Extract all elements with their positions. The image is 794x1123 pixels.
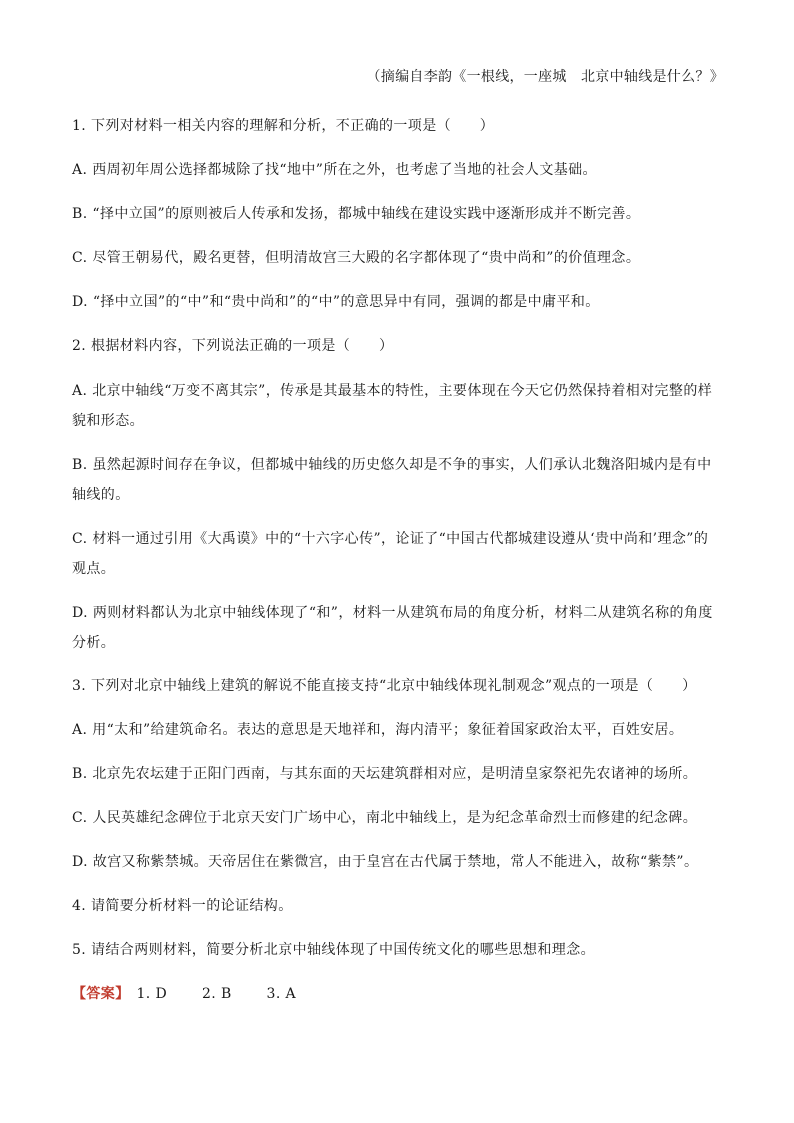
question-3-stem: 3. 下列对北京中轴线上建筑的解说不能直接支持“北京中轴线体现礼制观念”观点的一项是（ ） xyxy=(72,678,697,694)
answer-item: 2. B xyxy=(201,986,232,1002)
question-2-option-c: C. 材料一通过引用《大禹谟》中的“十六字心传”，论证了“中国古代都城建设遵从‘贵中尚和’理念”的观点。 xyxy=(72,531,709,577)
question-5-stem: 5. 请结合两则材料，简要分析北京中轴线体现了中国传统文化的哪些思想和理念。 xyxy=(72,942,596,958)
question-1-stem: 1. 下列对材料一相关内容的理解和分析，不正确的一项是（ ） xyxy=(72,118,495,134)
question-2-option-d: D. 两则材料都认为北京中轴线体现了“和”，材料一从建筑布局的角度分析，材料二从建筑名称的角度分析。 xyxy=(72,605,713,651)
answer-item: 1. D xyxy=(136,986,168,1002)
question-3-option-a: A. 用“太和”给建筑命名。表达的意思是天地祥和，海内清平；象征着国家政治太平，百姓安居。 xyxy=(72,722,684,738)
question-1-option-d: D. “择中立国”的“中”和“贵中尚和”的“中”的意思异中有同，强调的都是中庸平和。 xyxy=(72,294,600,310)
question-3-option-d: D. 故宫又称紫禁城。天帝居住在紫微宫，由于皇宫在古代属于禁地，常人不能进入，故称“紫禁”。 xyxy=(72,854,699,870)
answer-key xyxy=(72,980,722,1008)
question-3-option-c: C. 人民英雄纪念碑位于北京天安门广场中心，南北中轴线上，是为纪念革命烈士而修建的纪念碑。 xyxy=(72,810,698,826)
question-1-option-c: C. 尽管王朝易代，殿名更替，但明清故宫三大殿的名字都体现了“贵中尚和”的价值理念。 xyxy=(72,250,641,266)
question-2-stem: 2. 根据材料内容，下列说法正确的一项是（ ） xyxy=(72,338,394,354)
question-list xyxy=(72,112,722,1008)
question-4-stem: 4. 请简要分析材料一的论证结构。 xyxy=(72,898,293,914)
answer-label: 【答案】 xyxy=(72,986,130,1002)
question-1-option-b: B. “择中立国”的原则被后人传承和发扬，都城中轴线在建设实践中逐渐形成并不断完善。 xyxy=(72,206,641,222)
answer-item: 3. A xyxy=(266,986,297,1002)
source-citation: （摘编自李韵《一根线，一座城 北京中轴线是什么？》 xyxy=(366,69,724,85)
question-2-option-a: A. 北京中轴线“万变不离其宗”，传承是其最基本的特性，主要体现在今天它仍然保持着相对完整的样貌和形态。 xyxy=(72,383,713,429)
question-2-option-b: B. 虽然起源时间存在争议，但都城中轴线的历史悠久却是不争的事实，人们承认北魏洛阳城内是有中轴线的。 xyxy=(72,457,712,503)
question-3-option-b: B. 北京先农坛建于正阳门西南，与其东面的天坛建筑群相对应，是明清皇家祭祀先农诸神的场所。 xyxy=(72,766,698,782)
question-1-option-a: A. 西周初年周公选择都城除了找“地中”所在之外，也考虑了当地的社会人文基础。 xyxy=(72,162,597,178)
